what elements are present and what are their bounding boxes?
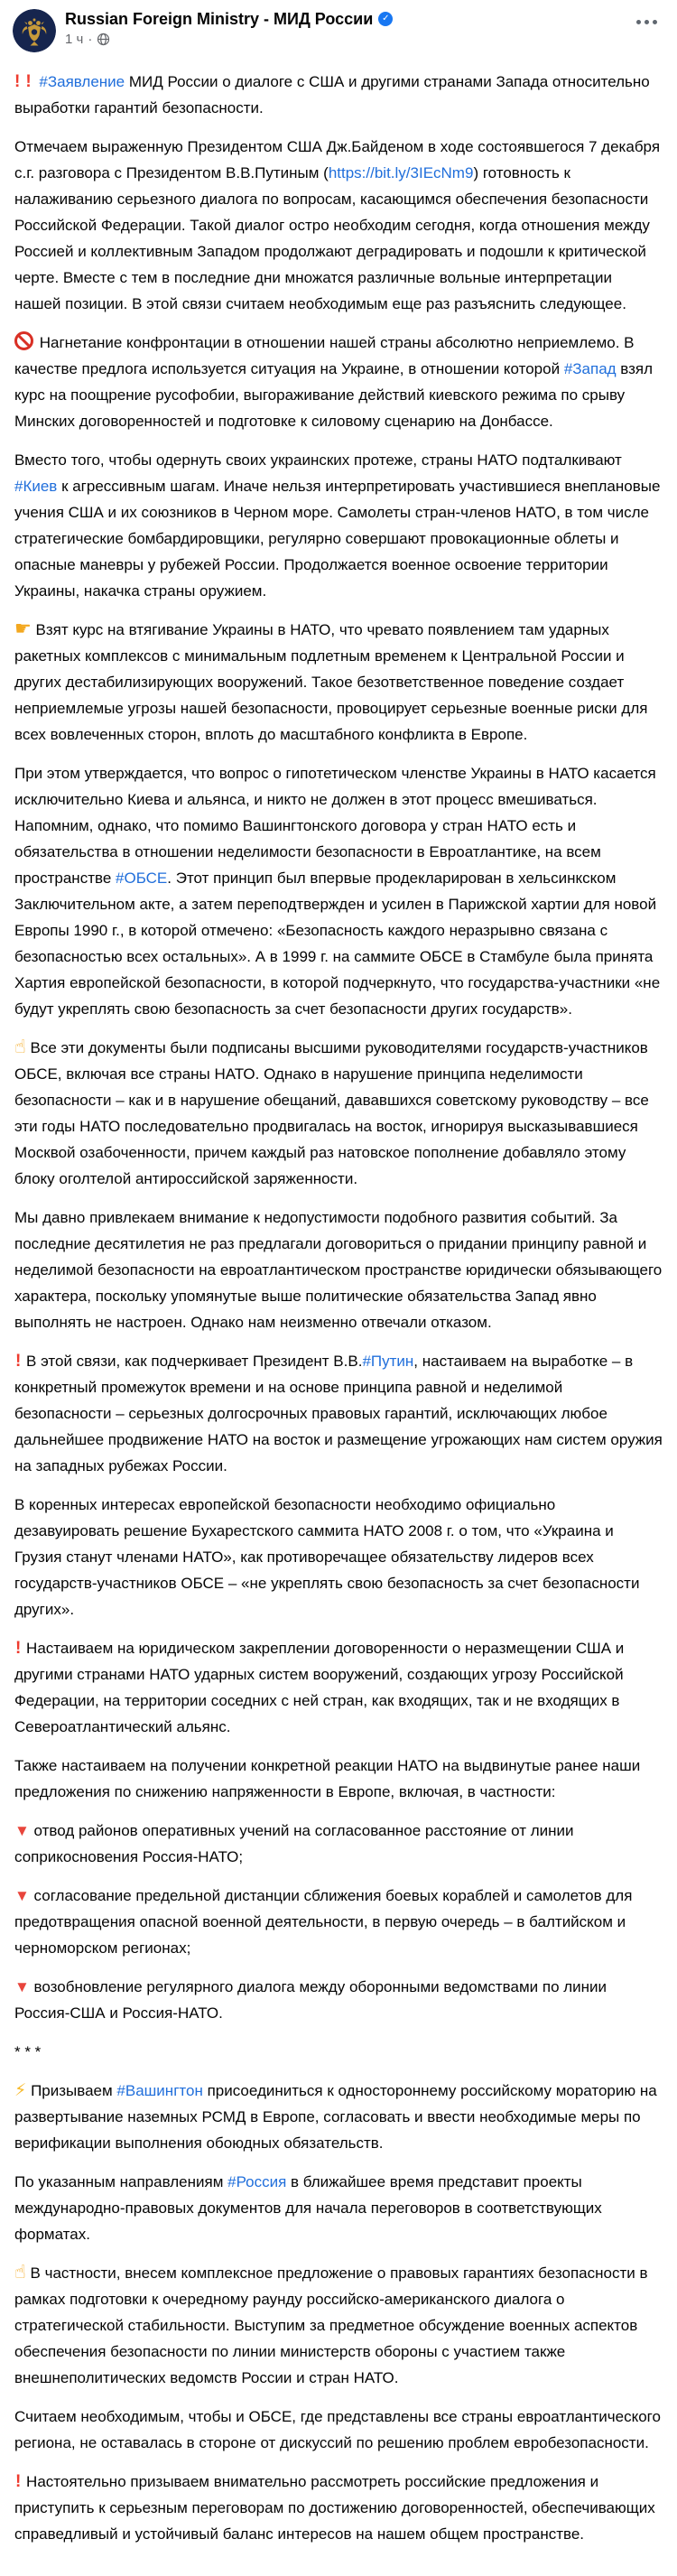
double-exclamation-icon: !!	[14, 72, 37, 91]
post-paragraph: ! Настоятельно призываем внимательно рассмотреть российские предложения и приступить к серьезным переговорам по достижению договоренностей, обеспечивающих справедливый и устойчивый баланс интересов на нашем общем пространстве.	[14, 2469, 663, 2547]
post-paragraph: ! Настаиваем на юридическом закреплении договоренности о неразмещении США и другими странами НАТО ударных систем вооружений, создающих угрозу Российской Федерации, на территории соседних с ней стран, как входящих, так и не входящих в Североатлантический альянс.	[14, 1635, 663, 1740]
post-paragraph: В коренных интересах европейской безопасности необходимо официально дезавуировать решение Бухарестского саммита НАТО 2008 г. о том, что «Украина и Грузия станут членами НАТО», как противоречащее обязательству лидеров всех государств-участников ОБСЕ – «не укреплять свою безопасность за счет безопасности других».	[14, 1496, 640, 1618]
dot-icon	[645, 20, 649, 24]
exclamation-icon: !	[15, 2472, 22, 2491]
post-paragraph: ! В этой связи, как подчеркивает Президент В.В.#Путин, настаиваем на выработке – в конкретный промежуток времени и на основе принципа равной и неделимой безопасности – серьезных долгосрочных правовых гарантий, исключающих любое дальнейшее продвижение НАТО на восток и размещение угрожающих нам систем оружия на западных рубежах России.	[14, 1348, 663, 1479]
post-paragraph: ☛ Взят курс на втягивание Украины в НАТО, что чревато появлением там ударных ракетных комплексов с минимальным подлетным временем к Центральной России и других дестабилизирующих вооружений. Такое безответственное поведение создает неприемлемые угрозы нашей безопасности, провоцирует серьезные военные риски для всех вовлеченных сторон, вплоть до масштабного конфликта в Европе.	[14, 618, 648, 743]
hashtag-link[interactable]: #Россия	[227, 2173, 287, 2190]
more-options-button[interactable]	[631, 9, 663, 35]
post-paragraph: Считаем необходимым, чтобы и ОБСЕ, где представлены все страны евроатлантического региона, не оставалась в стороне от дискуссий по решению проблем евробезопасности.	[14, 2408, 661, 2451]
post-paragraph: По указанным направлениям #Россия в ближайшее время представит проекты международно-правовых документов для начала переговоров в соответствующих форматах.	[14, 2173, 602, 2243]
red-triangle-icon: ▼	[14, 1887, 30, 1904]
url-link[interactable]: https://bit.ly/3IEcNm9	[328, 164, 474, 181]
post-paragraph: ⚡ Призываем #Вашингтон присоединиться к одностороннему российскому мораторию на развертывание наземных РСМД в Европе, согласовать и ввести необходимые меры по верификации выполнения обоюдных обязательств.	[14, 2081, 657, 2152]
mid-russia-emblem-icon	[13, 9, 56, 52]
hashtag-link[interactable]: #Вашингтон	[116, 2082, 203, 2099]
post-paragraph: !! #Заявление МИД России о диалоге с США и другими странами Запада относительно выработки гарантий безопасности.	[14, 69, 663, 121]
post-paragraph: ☝ Все эти документы были подписаны высшими руководителями государств-участников ОБСЕ, включая все страны НАТО. Однако в нарушение принципа неделимости безопасности – как и в нарушение обещаний, дававшихся советскому руководству – все эти годы НАТО последовательно продвигалась на восток, игнорируя высказывавшиеся Москвой озабоченности, причем каждый раз натовское пополнение добавляло этому блоку оголтелой антироссийской заряженности.	[14, 1037, 649, 1187]
dot-icon	[653, 20, 657, 24]
post-paragraph: * * *	[14, 2043, 42, 2060]
post-paragraph: Также настаиваем на получении конкретной реакции НАТО на выдвинутые ранее наши предложения по снижению напряженности в Европе, включая, в частности:	[14, 1757, 641, 1800]
meta-separator: ·	[88, 32, 93, 47]
post-paragraph: Отмечаем выраженную Президентом США Дж.Байденом в ходе состоявшегося 7 декабря с.г. разговора с Президентом В.В.Путиным (https://bit.ly/3IEcNm9) готовность к налаживанию серьезного диалога по вопросам, касающимся обеспечения безопасности Российской Федерации. Такой диалог остро необходим сегодня, когда отношения между Россией и коллективным Западом продолжают деградировать и подошли к критической черте. Вместе с тем в последние дни множатся различные вольные интерпретации нашей позиции. В этой связи считаем необходимым еще раз разъяснить следующее.	[14, 138, 661, 312]
post-paragraph: Нагнетание конфронтации в отношении нашей страны абсолютно неприемлемо. В качестве предлога используется ситуация на Украине, в отношении которой #Запад взял курс на поощрение русофобии, выгораживание действий киевского режима по срыву Минских договоренностей и подготовке к силовому сценарию на Донбассе.	[14, 330, 663, 434]
point-right-icon: ☛	[14, 618, 32, 639]
post-header	[0, 0, 677, 56]
post-paragraph: ▼ согласование предельной дистанции сближения боевых кораблей и самолетов для предотвращения опасной военной деятельности, в первую очередь – в балтийском и черноморском регионах;	[14, 1887, 633, 1957]
red-triangle-icon: ▼	[14, 1978, 30, 1995]
exclamation-icon: !	[15, 1352, 22, 1371]
hashtag-link[interactable]: #Киев	[14, 478, 58, 495]
timestamp[interactable]: 1 ч	[65, 32, 84, 47]
point-up-icon: ☝	[14, 1037, 26, 1057]
hashtag-link[interactable]: #Заявление	[39, 73, 125, 90]
post-body	[0, 69, 677, 2576]
post-paragraph: ▼ возобновление регулярного диалога между оборонными ведомствами по линии Россия-США и Россия-НАТО.	[14, 1978, 607, 2022]
avatar[interactable]	[13, 9, 56, 52]
dot-icon	[636, 20, 641, 24]
red-triangle-icon: ▼	[14, 1822, 30, 1839]
hashtag-link[interactable]: #ОБСЕ	[116, 870, 168, 887]
hashtag-link[interactable]: #Запад	[563, 360, 617, 377]
exclamation-icon: !	[15, 1639, 22, 1658]
post-paragraph: Мы давно привлекаем внимание к недопустимости подобного развития событий. За последние десятилетия не раз предлагали договориться о придании принципу равной и неделимой безопасности на евроатлантическом пространстве юридически обязывающего характера, поскольку упомянутые выше политические обязательства Запад явно выполнять не настроен. Однако нам неизменно отвечали отказом.	[14, 1209, 663, 1331]
header-text	[65, 9, 631, 47]
lightning-icon: ⚡	[14, 2081, 27, 2100]
point-up-icon: ☝	[14, 2262, 26, 2283]
prohibited-icon	[14, 331, 33, 350]
post-paragraph: При этом утверждается, что вопрос о гипотетическом членстве Украины в НАТО касается исключительно Киева и альянса, и никто не должен в этот процесс вмешиваться. Напомним, однако, что помимо Вашингтонского договора у стран НАТО есть и обязательства в отношении неделимости безопасности в Евроатлантике, на всем пространстве #ОБСЕ. Этот принцип был впервые продекларирован в хельсинкском Заключительном акте, а затем переподтвержден и усилен в Парижской хартии для новой Европы 1990 г., в которой отмечено: «Безопасность каждого неразрывно связана с безопасностью всех остальных». А в 1999 г. на саммите ОБСЕ в Стамбуле была принята Хартия европейской безопасности, в которой подчеркнуто, что государства-участники «не будут укреплять свою безопасность за счет безопасности других государств».	[14, 765, 661, 1018]
post-paragraph: ☝ В частности, внесем комплексное предложение о правовых гарантиях безопасности в рамках подготовки к очередному раунду российско-американского диалога о стратегической стабильности. Выступим за предметное обсуждение военных аспектов обеспечения безопасности по линии министерств обороны с участием также внешнеполитических ведомств России и стран НАТО.	[14, 2262, 648, 2386]
verified-badge-icon	[378, 12, 393, 26]
post-paragraph: ▼ отвод районов оперативных учений на согласованное расстояние от линии соприкосновения Россия-НАТО;	[14, 1822, 574, 1865]
page-name[interactable]: Russian Foreign Ministry - МИД России	[65, 10, 374, 28]
globe-icon	[97, 33, 110, 46]
hashtag-link[interactable]: #Путин	[362, 1353, 414, 1370]
post-paragraph: Вместо того, чтобы одернуть своих украинских протеже, страны НАТО подталкивают #Киев к агрессивным шагам. Иначе нельзя интерпретировать участившиеся внеплановые учения США и их союзников в Черном море. Самолеты стран-членов НАТО, в том числе стратегические бомбардировщики, регулярно совершают провокационные облеты и опасные маневры у рубежей России. Продолжается военное освоение территории Украины, накачка страны оружием.	[14, 451, 661, 600]
